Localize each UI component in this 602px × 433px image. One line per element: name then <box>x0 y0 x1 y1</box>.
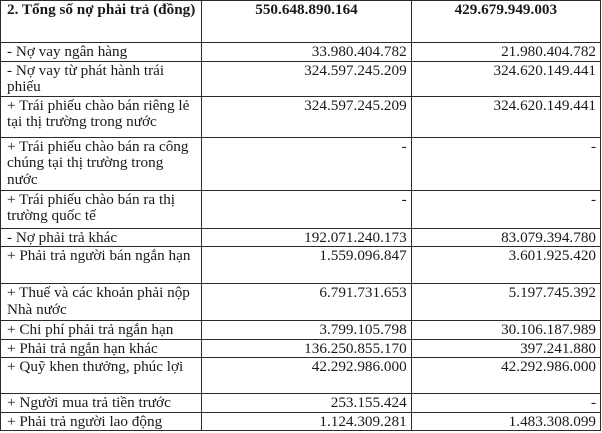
row-label-cell: - Nợ vay từ phát hành trái phiếu <box>1 61 202 96</box>
row-previous-cell: - <box>411 394 600 413</box>
row-previous-cell: 83.079.394.780 <box>411 228 600 247</box>
table-row <box>1 137 601 190</box>
row-previous-cell: 5.197.745.392 <box>411 284 600 321</box>
table-row <box>1 190 601 228</box>
row-previous-cell: 30.106.187.989 <box>411 321 600 340</box>
row-current-cell: 6.791.731.653 <box>202 284 411 321</box>
row-label-cell: + Trái phiếu chào bán ra công chúng tại thị trường trong nước <box>1 137 202 190</box>
table-row <box>1 321 601 340</box>
row-label-cell: + Chi phí phải trả ngắn hạn <box>1 321 202 340</box>
table-row <box>1 43 601 62</box>
row-current-cell: - <box>202 190 411 228</box>
row-label-cell: + Thuế và các khoản phải nộp Nhà nước <box>1 284 202 321</box>
row-previous-cell: - <box>411 137 600 190</box>
row-label-cell: - Nợ vay ngân hàng <box>1 43 202 62</box>
table-row <box>1 61 601 96</box>
row-current-cell: 1.559.096.847 <box>202 247 411 284</box>
header-previous-cell: 429.679.949.003 <box>411 1 600 43</box>
row-current-cell: 324.597.245.209 <box>202 96 411 137</box>
table-row <box>1 96 601 137</box>
row-previous-cell: 21.980.404.782 <box>411 43 600 62</box>
row-label-cell: + Người mua trả tiền trước <box>1 394 202 413</box>
row-label-cell: - Nợ phải trả khác <box>1 228 202 247</box>
row-previous-cell: 3.601.925.420 <box>411 247 600 284</box>
table-row <box>1 358 601 394</box>
row-current-cell: 3.799.105.798 <box>202 321 411 340</box>
row-previous-cell: 397.241.880 <box>411 339 600 358</box>
row-previous-cell: - <box>411 190 600 228</box>
row-current-cell: 136.250.855.170 <box>202 339 411 358</box>
row-current-cell: 42.292.986.000 <box>202 358 411 394</box>
row-label-cell: + Phải trả ngắn hạn khác <box>1 339 202 358</box>
table-row <box>1 339 601 358</box>
row-label-cell: + Trái phiếu chào bán riêng lẻ tại thị trường trong nước <box>1 96 202 137</box>
row-previous-cell: 42.292.986.000 <box>411 358 600 394</box>
table-header-row <box>1 1 601 43</box>
row-current-cell: - <box>202 137 411 190</box>
row-current-cell: 324.597.245.209 <box>202 61 411 96</box>
header-current-cell: 550.648.890.164 <box>202 1 411 43</box>
header-label-cell: 2. Tổng số nợ phải trả (đồng) <box>1 1 202 43</box>
table-row <box>1 284 601 321</box>
table-row <box>1 394 601 413</box>
row-previous-cell: 1.483.308.099 <box>411 412 600 431</box>
row-previous-cell: 324.620.149.441 <box>411 96 600 137</box>
row-label-cell: + Phải trả người lao động <box>1 412 202 431</box>
row-previous-cell: 324.620.149.441 <box>411 61 600 96</box>
row-current-cell: 1.124.309.281 <box>202 412 411 431</box>
row-label-cell: + Phải trả người bán ngắn hạn <box>1 247 202 284</box>
table-row <box>1 228 601 247</box>
table-row <box>1 412 601 431</box>
row-current-cell: 33.980.404.782 <box>202 43 411 62</box>
table-row <box>1 247 601 284</box>
row-current-cell: 253.155.424 <box>202 394 411 413</box>
row-current-cell: 192.071.240.173 <box>202 228 411 247</box>
row-label-cell: + Quỹ khen thưởng, phúc lợi <box>1 358 202 394</box>
row-label-cell: + Trái phiếu chào bán ra thị trường quốc tế <box>1 190 202 228</box>
